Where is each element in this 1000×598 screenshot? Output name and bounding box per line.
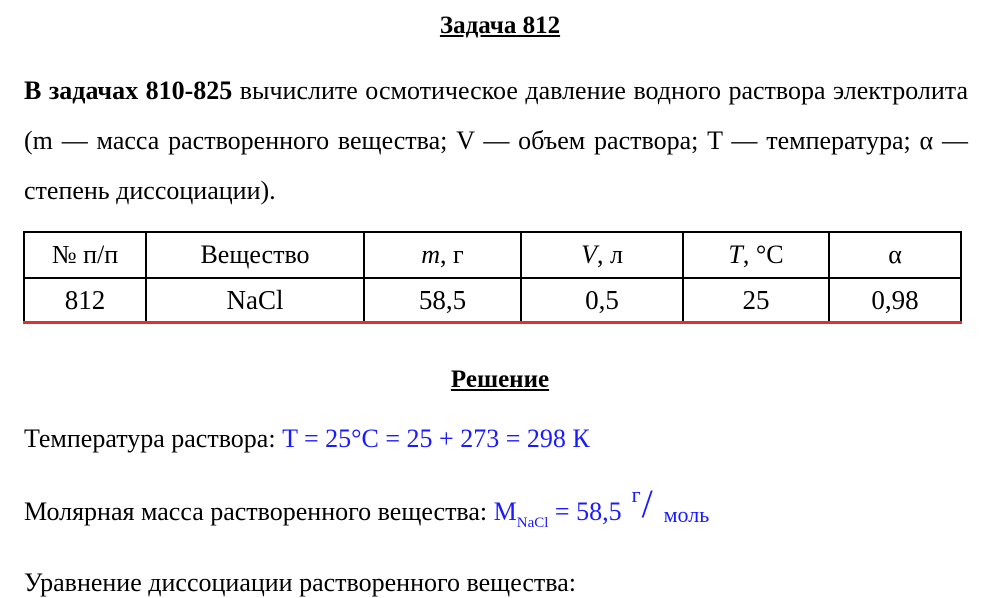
header-number: № п/п: [24, 232, 146, 278]
cell-alpha: 0,98: [829, 278, 961, 323]
statement-text: вычислите осмотическое давление водного раствора электролита (m — масса растворенного вещества; V — объем раствора; T — температура; α — степень диссоциации).: [24, 76, 968, 205]
solution-title: Решение: [450, 366, 550, 393]
cell-number: 812: [24, 278, 146, 323]
header-mass: m, г: [364, 232, 521, 278]
header-alpha: α: [829, 232, 961, 278]
cell-substance: NaCl: [146, 278, 364, 323]
temperature-formula: T = 25°C = 25 + 273 = 298 К: [282, 424, 590, 453]
problem-title: Задача 812: [439, 12, 561, 39]
molar-mass-formula: $M_{NaCl} = 58,5$ г / моль: [494, 497, 712, 526]
statement-range: В задачах 810-825: [24, 76, 233, 105]
header-mass-unit: , г: [440, 240, 464, 269]
data-table: [23, 231, 962, 324]
header-substance: Вещество: [146, 232, 364, 278]
molar-mass-label: Молярная масса растворенного вещества:: [24, 497, 488, 526]
unit-fraction: г / моль: [631, 481, 710, 527]
header-temperature: T, °C: [683, 232, 829, 278]
cell-temperature: 25: [683, 278, 829, 323]
cell-volume: 0,5: [521, 278, 683, 323]
table-header-row: [24, 232, 961, 278]
molar-mass-line: [24, 481, 712, 534]
problem-statement: [24, 66, 968, 216]
temperature-line: [24, 424, 590, 454]
table-row: [24, 278, 961, 323]
temperature-label: Температура раствора:: [24, 424, 276, 453]
header-volume: V, л: [521, 232, 683, 278]
dissociation-label: Уравнение диссоциации растворенного вещества:: [24, 568, 576, 597]
cell-mass: 58,5: [364, 278, 521, 323]
